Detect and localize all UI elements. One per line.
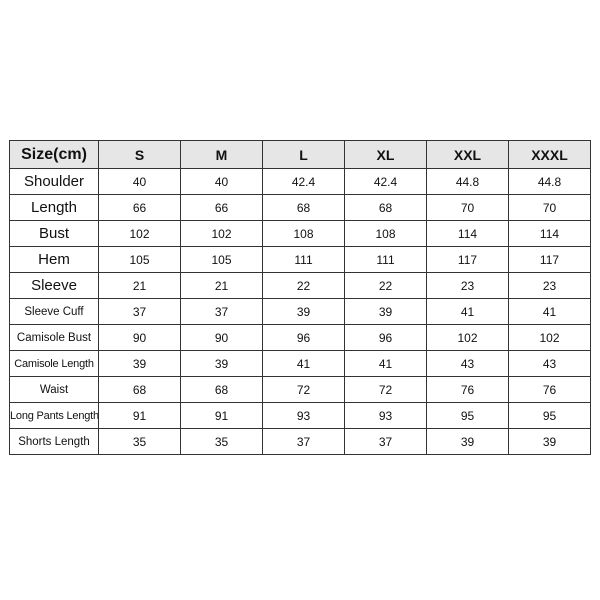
table-cell: 72: [345, 377, 427, 403]
table-cell: 68: [263, 195, 345, 221]
table-cell: 23: [427, 273, 509, 299]
size-column-header: XXL: [427, 141, 509, 169]
table-cell: 43: [427, 351, 509, 377]
table-cell: 39: [181, 351, 263, 377]
table-cell: 72: [263, 377, 345, 403]
table-cell: 44.8: [427, 169, 509, 195]
table-cell: 41: [509, 299, 591, 325]
table-cell: 102: [509, 325, 591, 351]
row-label: Long Pants Length: [10, 403, 99, 429]
table-cell: 39: [345, 299, 427, 325]
size-header-cell: Size(cm): [10, 141, 99, 169]
table-cell: 40: [181, 169, 263, 195]
table-row: [10, 195, 591, 221]
table-cell: 41: [427, 299, 509, 325]
row-label: Hem: [10, 247, 99, 273]
table-cell: 95: [509, 403, 591, 429]
table-cell: 68: [181, 377, 263, 403]
table-cell: 102: [427, 325, 509, 351]
table-cell: 22: [345, 273, 427, 299]
size-column-header: XXXL: [509, 141, 591, 169]
table-row: [10, 403, 591, 429]
row-label: Shorts Length: [10, 429, 99, 455]
table-cell: 111: [345, 247, 427, 273]
table-cell: 68: [99, 377, 181, 403]
header-row: [10, 141, 591, 169]
table-cell: 42.4: [263, 169, 345, 195]
table-cell: 66: [99, 195, 181, 221]
table-cell: 39: [99, 351, 181, 377]
table-cell: 70: [509, 195, 591, 221]
table-cell: 76: [509, 377, 591, 403]
table-cell: 41: [345, 351, 427, 377]
row-label: Camisole Length: [10, 351, 99, 377]
table-cell: 95: [427, 403, 509, 429]
table-cell: 43: [509, 351, 591, 377]
table-cell: 37: [345, 429, 427, 455]
table-cell: 108: [263, 221, 345, 247]
table-row: [10, 351, 591, 377]
table-cell: 21: [99, 273, 181, 299]
row-label: Bust: [10, 221, 99, 247]
table-cell: 66: [181, 195, 263, 221]
row-label: Shoulder: [10, 169, 99, 195]
table-cell: 41: [263, 351, 345, 377]
table-cell: 39: [427, 429, 509, 455]
table-row: [10, 221, 591, 247]
table-cell: 108: [345, 221, 427, 247]
table-cell: 114: [509, 221, 591, 247]
row-label: Camisole Bust: [10, 325, 99, 351]
table-cell: 93: [345, 403, 427, 429]
table-cell: 105: [181, 247, 263, 273]
table-cell: 114: [427, 221, 509, 247]
table-cell: 40: [99, 169, 181, 195]
table-cell: 39: [263, 299, 345, 325]
table-row: [10, 377, 591, 403]
table-cell: 102: [99, 221, 181, 247]
table-cell: 96: [345, 325, 427, 351]
row-label: Sleeve Cuff: [10, 299, 99, 325]
table-cell: 76: [427, 377, 509, 403]
row-label: Waist: [10, 377, 99, 403]
table-cell: 111: [263, 247, 345, 273]
size-chart-table: [9, 140, 591, 455]
table-cell: 44.8: [509, 169, 591, 195]
table-cell: 117: [427, 247, 509, 273]
size-column-header: XL: [345, 141, 427, 169]
table-cell: 105: [99, 247, 181, 273]
size-column-header: M: [181, 141, 263, 169]
table-row: [10, 247, 591, 273]
table-cell: 42.4: [345, 169, 427, 195]
table-cell: 21: [181, 273, 263, 299]
table-row: [10, 429, 591, 455]
table-cell: 91: [99, 403, 181, 429]
table-cell: 39: [509, 429, 591, 455]
table-cell: 35: [99, 429, 181, 455]
table-cell: 68: [345, 195, 427, 221]
table-row: [10, 273, 591, 299]
table-cell: 91: [181, 403, 263, 429]
table-cell: 102: [181, 221, 263, 247]
row-label: Sleeve: [10, 273, 99, 299]
table-cell: 22: [263, 273, 345, 299]
table-row: [10, 169, 591, 195]
table-cell: 93: [263, 403, 345, 429]
table-body: [10, 169, 591, 455]
table-cell: 90: [181, 325, 263, 351]
table-cell: 37: [263, 429, 345, 455]
table-cell: 117: [509, 247, 591, 273]
table-cell: 23: [509, 273, 591, 299]
size-column-header: L: [263, 141, 345, 169]
size-column-header: S: [99, 141, 181, 169]
table-cell: 70: [427, 195, 509, 221]
table-cell: 37: [181, 299, 263, 325]
table-cell: 35: [181, 429, 263, 455]
table-cell: 90: [99, 325, 181, 351]
table-cell: 96: [263, 325, 345, 351]
table-cell: 37: [99, 299, 181, 325]
table-row: [10, 325, 591, 351]
row-label: Length: [10, 195, 99, 221]
table-row: [10, 299, 591, 325]
